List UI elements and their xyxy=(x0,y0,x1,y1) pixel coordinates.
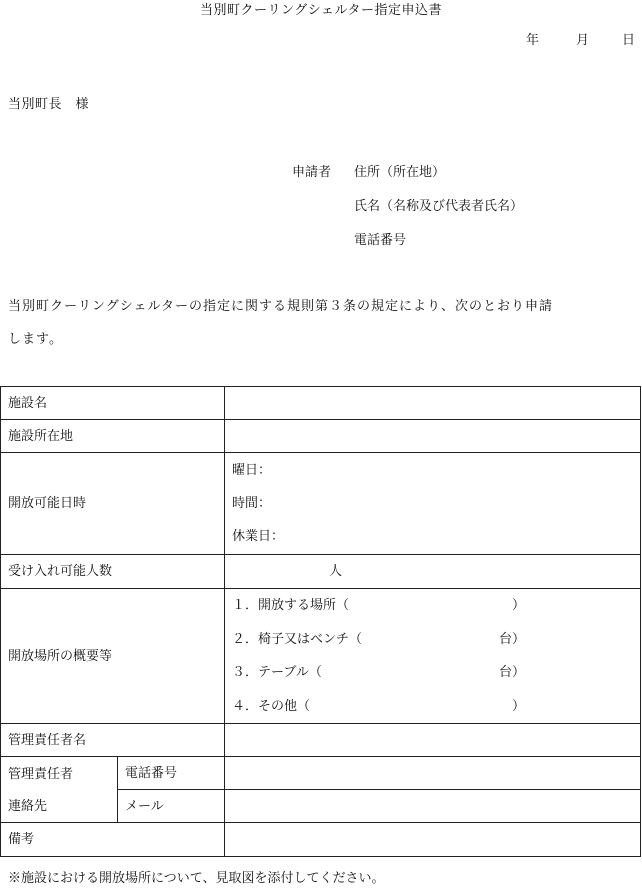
area-item-close: 台） xyxy=(499,665,526,680)
manager-contact-label-bottom: 連絡先 xyxy=(8,798,48,814)
area-item-text: １．開放する場所（ xyxy=(232,598,350,613)
area-item xyxy=(232,690,640,724)
area-item xyxy=(232,589,640,623)
table-row xyxy=(1,823,641,857)
table-row xyxy=(1,453,641,555)
capacity-label: 受け入れ可能人数 xyxy=(1,555,225,589)
facility-name-label: 施設名 xyxy=(1,387,225,420)
area-item-text: ４．その他（ xyxy=(232,698,311,714)
area-item-close: 台） xyxy=(499,631,526,647)
area-overview-field[interactable] xyxy=(225,589,641,724)
recipient: 当別町長 様 xyxy=(8,97,90,112)
table-row xyxy=(1,387,641,420)
table-row xyxy=(1,757,641,790)
facility-location-label: 施設所在地 xyxy=(1,420,225,453)
manager-contact-label xyxy=(1,757,118,823)
capacity-unit: 人 xyxy=(329,564,343,579)
days-label: 曜日： xyxy=(232,463,272,478)
remarks-field[interactable] xyxy=(225,823,641,857)
table-row xyxy=(1,555,641,589)
manager-phone-field[interactable] xyxy=(225,757,641,790)
area-overview-label: 開放場所の概要等 xyxy=(1,589,225,724)
capacity-field[interactable] xyxy=(225,555,641,589)
area-item-text: ２．椅子又はベンチ（ xyxy=(232,631,363,647)
body-text-line-1: 当別町クーリングシェルターの指定に関する規則第３条の規定により、次のとおり申請 xyxy=(8,299,553,314)
body-text-line-2: します。 xyxy=(8,332,63,347)
facility-location-field[interactable] xyxy=(225,420,641,453)
manager-name-field[interactable] xyxy=(225,724,641,757)
time-label: 時間： xyxy=(232,496,272,511)
applicant-label: 申請者 xyxy=(292,165,332,180)
date-year: 年 xyxy=(526,33,540,48)
page-title: 当別町クーリングシェルター指定申込書 xyxy=(200,3,442,18)
applicant-phone-label: 電話番号 xyxy=(354,233,407,248)
manager-phone-label: 電話番号 xyxy=(118,757,225,790)
remarks-label: 備考 xyxy=(1,823,225,857)
footnote: ※施設における開放場所について、見取図を添付してください。 xyxy=(8,871,385,886)
manager-contact-label-top: 管理責任者 xyxy=(8,766,74,782)
area-item-text: ３．テーブル（ xyxy=(232,665,322,680)
closed-days-label: 休業日： xyxy=(232,529,285,544)
applicant-name-label: 氏名（名称及び代表者氏名） xyxy=(354,199,524,214)
date-day: 日 xyxy=(622,33,636,48)
table-row xyxy=(1,420,641,453)
table-row xyxy=(1,589,641,724)
manager-email-field[interactable] xyxy=(225,790,641,823)
area-item xyxy=(232,623,640,657)
applicant-address-label: 住所（所在地） xyxy=(354,165,446,180)
manager-name-label: 管理責任者名 xyxy=(1,724,225,757)
area-item-close: ） xyxy=(512,698,526,714)
open-hours-field[interactable] xyxy=(225,453,641,555)
manager-email-label: メール xyxy=(118,790,225,823)
area-item xyxy=(232,656,640,690)
application-table xyxy=(0,386,641,857)
open-hours-label: 開放可能日時 xyxy=(1,453,225,555)
table-row xyxy=(1,724,641,757)
facility-name-field[interactable] xyxy=(225,387,641,420)
date-month: 月 xyxy=(576,33,590,48)
area-item-close: ） xyxy=(512,598,526,613)
